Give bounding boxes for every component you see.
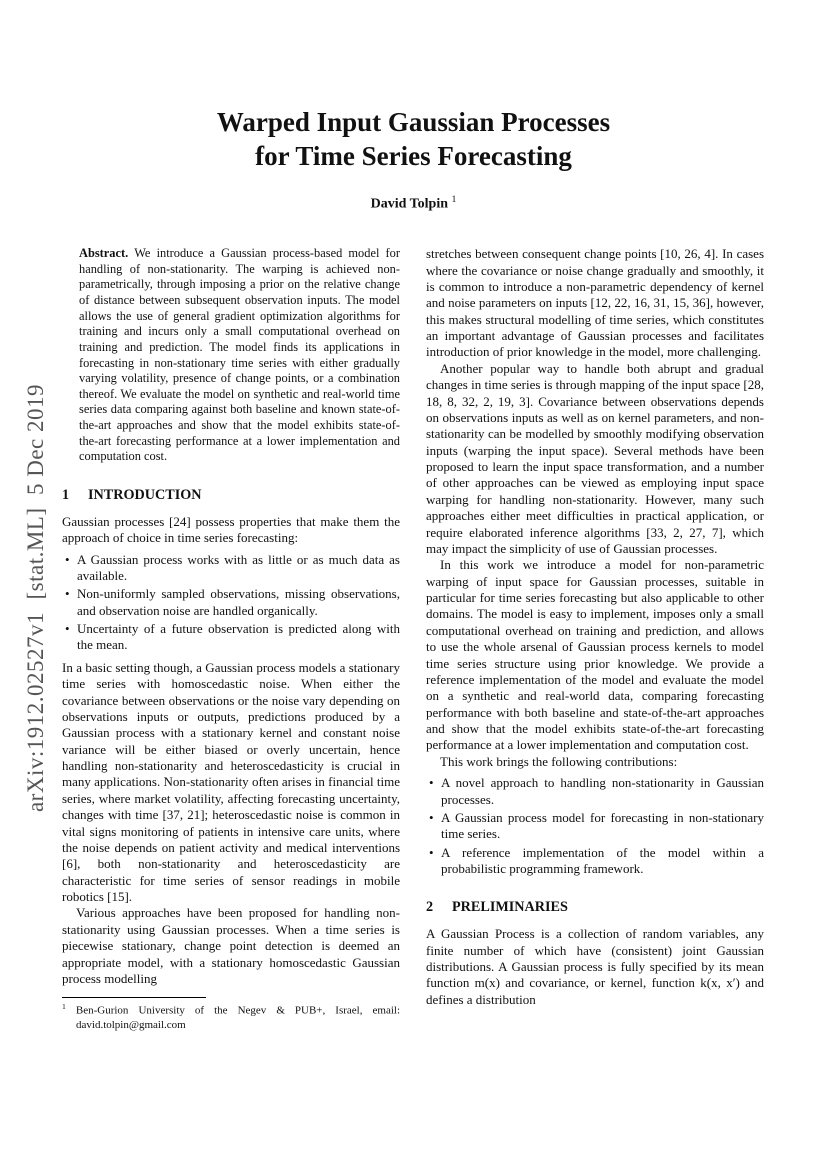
footnote-rule — [62, 997, 206, 998]
paper-title-line2: for Time Series Forecasting — [255, 140, 572, 171]
footnote-text — [62, 1002, 400, 1032]
author-name: David Tolpin — [370, 196, 449, 212]
list-item-text: A reference implementation of the model within a probabilistic programming framework. — [441, 844, 764, 877]
section-title: INTRODUCTION — [88, 486, 202, 503]
contributions-bullet-list — [426, 775, 764, 877]
list-item — [62, 621, 400, 654]
list-item — [426, 775, 764, 808]
author — [62, 194, 765, 213]
list-item — [62, 552, 400, 585]
abstract-body: We introduce a Gaussian process-based model for handling of non-stationarity. The warping is achieved non-parametrically, through imposing a prior on the relative change of distance between subsequent observation inputs. The model allows the use of general gradient optimization algorithms for training and incurs only a small computational overhead on training and prediction. The model finds its applications in forecasting in non-stationary time series with either gradually varying volatility, presence of change points, or a combination thereof. We evaluate the model on synthetic and real-world time series data comparing against both baseline and known state-of-the-art approaches and show that the model exhibits state-of-the-art forecasting performance at a lower implementation and computation cost. — [79, 246, 400, 464]
paragraph-intro-3: Various approaches have been proposed for handling non-stationarity using Gaussian processes. When a time series is piecewise stationary, change point detection is deemed an appropriate model, with a stationary homoscedastic Gaussian process modelling — [62, 905, 400, 986]
list-item-text: Non-uniformly sampled observations, missing observations, and observation noise are handled organically. — [77, 586, 400, 618]
section-title: PRELIMINARIES — [452, 899, 568, 916]
list-item-text: A Gaussian process model for forecasting in non-stationary time series. — [441, 809, 764, 842]
footnote — [62, 997, 400, 1032]
arxiv-watermark: arXiv:1912.02527v1 [stat.ML] 5 Dec 2019 — [23, 383, 48, 813]
paragraph-right-1: stretches between consequent change points [10, 26, 4]. In cases where the covariance or noise change gradually and smoothly, it is common to introduce a non-parametric dependency of kernel and noise parameters on inputs [12, 22, 16, 31, 15, 36], however, this makes structural modelling of time series, which constitutes an important advantage of Gaussian processes and facilitates introduction of prior knowledge in the model, more challenging. — [426, 246, 764, 360]
section-number: 2 — [426, 899, 434, 916]
abstract — [62, 246, 400, 465]
two-column-body — [62, 246, 765, 1032]
section-heading-introduction — [62, 487, 400, 505]
paper-title — [62, 106, 765, 174]
intro-bullet-list — [62, 552, 400, 654]
paper-title-line1: Warped Input Gaussian Processes — [216, 107, 611, 137]
list-item-text: A novel approach to handling non-stationarity in Gaussian processes. — [441, 775, 764, 807]
paragraph-intro-1: Gaussian processes [24] possess properties that make them the approach of choice in time series forecasting: — [62, 513, 400, 546]
paragraph-prelim-1: A Gaussian Process is a collection of random variables, any finite number of which have (consistent) joint Gaussian distributions. A Gaussian process is fully specified by its mean function m(x) and covariance, or kernel, function k(x, x′) and defines a distribution — [426, 926, 764, 1007]
author-affiliation-mark: 1 — [451, 193, 457, 205]
footnote-mark: 1 — [62, 1002, 66, 1012]
abstract-label: Abstract. — [79, 246, 129, 261]
section-number: 1 — [62, 486, 70, 503]
paragraph-right-3: In this work we introduce a model for non-parametric warping of input space for Gaussian processes, suitable in particular for time series forecasting but also applicable to other domains. The model is easy to implement, imposes only a small computational overhead on training and prediction, and allows to use the whole arsenal of Gaussian process kernels to model time series structure using prior knowledge. We provide a reference implementation of the model and evaluate the model on a synthetic and real-world data, comparing forecasting performance with both baseline and state-of-the-art approaches and show that the model exhibits state-of-the-art forecasting performance at a lower implementation and computation cost. — [426, 557, 764, 753]
list-item — [62, 586, 400, 619]
list-item-text: A Gaussian process works with as little or as much data as available. — [77, 551, 400, 583]
paragraph-intro-2: In a basic setting though, a Gaussian process models a stationary time series with homoscedastic noise. When either the covariance between observations or the noise vary depending on observations inputs or outputs, predictions produced by a Gaussian process with a stationary kernel and constant noise variance will be either biased or overly uncertain, hence handling non-stationarity and heteroscedasticity is crucial in many applications. Non-stationarity often arises in financial time series, where market volatility, affecting forecasting uncertainty, changes with time [37, 21]; heteroscedastic noise is common in vital signs monitoring of patients in intensive care units, where the noise depends on patient activity and medical interventions [6], both non-stationarity and heteroscedasticity are characteristic for time series of sensor readings in mobile robotics [15]. — [62, 659, 400, 905]
footnote-body: Ben-Gurion University of the Negev & PUB+, Israel, email: david.tolpin@gmail.com — [75, 1004, 400, 1032]
paragraph-right-4: This work brings the following contributions: — [440, 753, 678, 769]
list-item — [426, 845, 764, 878]
paragraph-right-2: Another popular way to handle both abrupt and gradual changes in time series is through mapping of the input space [28, 18, 8, 32, 2, 19, 3]. Covariance between observations depends on observations inputs as well as on kernel parameters, and non-stationarity can be modelled by smoothly modifying observation inputs (warping the input space). Several methods have been proposed to learn the input space transformation, and a number of other approaches can be viewed as employing input space warping for handling non-stationarity. However, many such approaches either meet difficulties in practical application, or require elaborated inference algorithms [33, 2, 27, 7], which may impact the simplicity of use of Gaussian processes. — [426, 360, 764, 556]
list-item — [426, 810, 764, 843]
right-column — [426, 246, 764, 1032]
list-item-text: Uncertainty of a future observation is predicted along with the mean. — [77, 621, 400, 653]
left-column — [62, 246, 400, 1032]
section-heading-preliminaries — [426, 899, 764, 917]
